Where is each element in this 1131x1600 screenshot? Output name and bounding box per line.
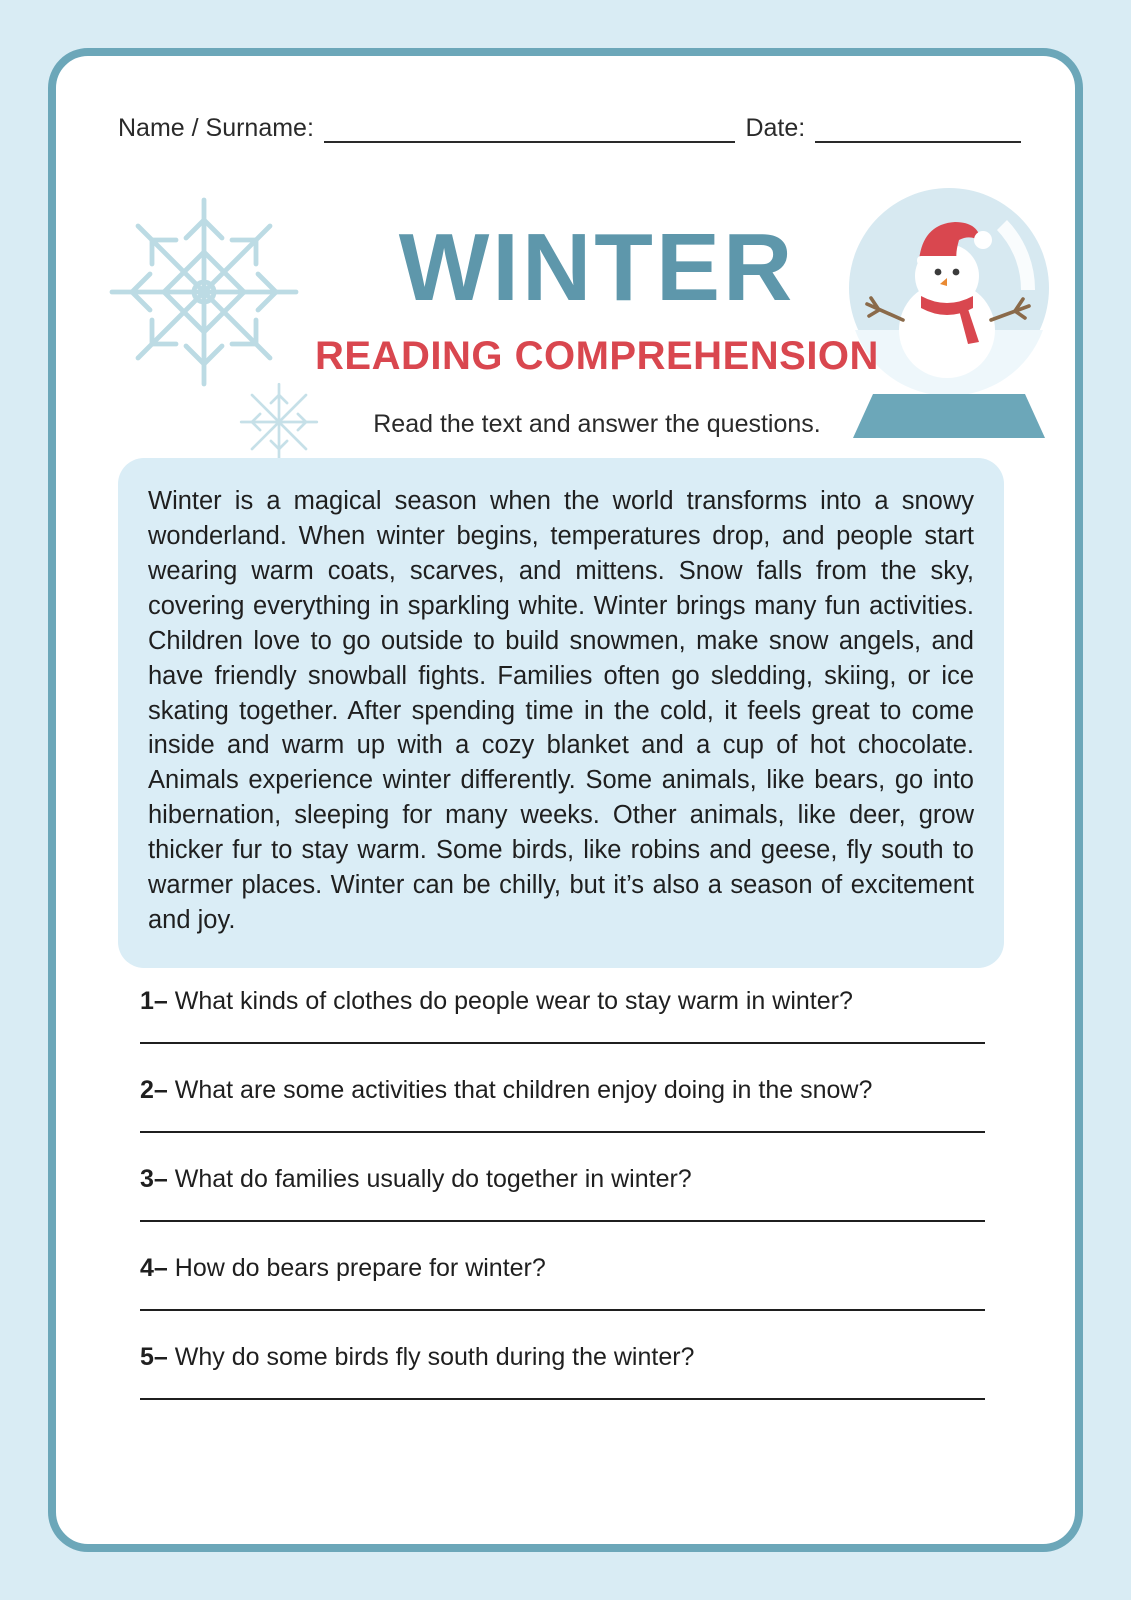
date-label: Date: [745,114,806,142]
question-body: Why do some birds fly south during the winter? [174,1343,695,1371]
name-label: Name / Surname: [118,114,314,142]
list-item [140,1254,985,1311]
answer-line[interactable] [140,1220,985,1222]
question-body: How do bears prepare for winter? [174,1254,546,1282]
worksheet-sheet [62,62,1069,1538]
question-number: 2– [140,1076,168,1104]
question-number: 3– [140,1165,168,1193]
list-item [140,1076,985,1133]
question-text [140,1254,985,1283]
reading-passage: Winter is a magical season when the world transforms into a snowy wonderland. When winter begins, temperatures drop, and people start wearing warm coats, scarves, and mittens. Snow falls from the sky, covering everything in sparkling white. Winter brings many fun activities. Children love to go outside to build snowmen, make snow angels, and have friendly snowball fights. Families often go sledding, skiing, or ice skating together. After spending time in the cold, it feels great to come inside and warm up with a cozy blanket and a cup of hot chocolate. Animals experience winter differently. Some animals, like bears, go into hibernation, sleeping for many weeks. Other animals, like deer, grow thicker fur to stay warm. Some birds, like robins and geese, fly south to warmer places. Winter can be chilly, but it’s also a season of excitement and joy. [118,458,1004,968]
name-input-line[interactable] [324,119,736,143]
answer-line[interactable] [140,1398,985,1400]
question-body: What are some activities that children enjoy doing in the snow? [174,1076,873,1104]
questions-list [140,987,985,1432]
question-body: What do families usually do together in winter? [174,1165,692,1193]
date-input-line[interactable] [815,119,1021,143]
question-number: 4– [140,1254,168,1282]
question-number: 5– [140,1343,168,1371]
page-title: WINTER [398,214,796,321]
name-date-row [118,114,1021,143]
question-text [140,1165,985,1194]
question-body: What kinds of clothes do people wear to stay warm in winter? [174,987,853,1015]
page-subtitle: READING COMPREHENSION [315,334,879,378]
question-number: 1– [140,987,168,1015]
snowflake-icon [234,377,324,467]
list-item [140,1343,985,1400]
answer-line[interactable] [140,1131,985,1133]
answer-line[interactable] [140,1309,985,1311]
question-text [140,1343,985,1372]
snowflake-icon [104,192,304,392]
answer-line[interactable] [140,1042,985,1044]
question-text [140,1076,985,1105]
worksheet-page [48,48,1083,1552]
list-item [140,987,985,1044]
instruction-text: Read the text and answer the questions. [373,410,821,438]
title-block [62,172,1069,472]
question-text [140,987,985,1016]
list-item [140,1165,985,1222]
